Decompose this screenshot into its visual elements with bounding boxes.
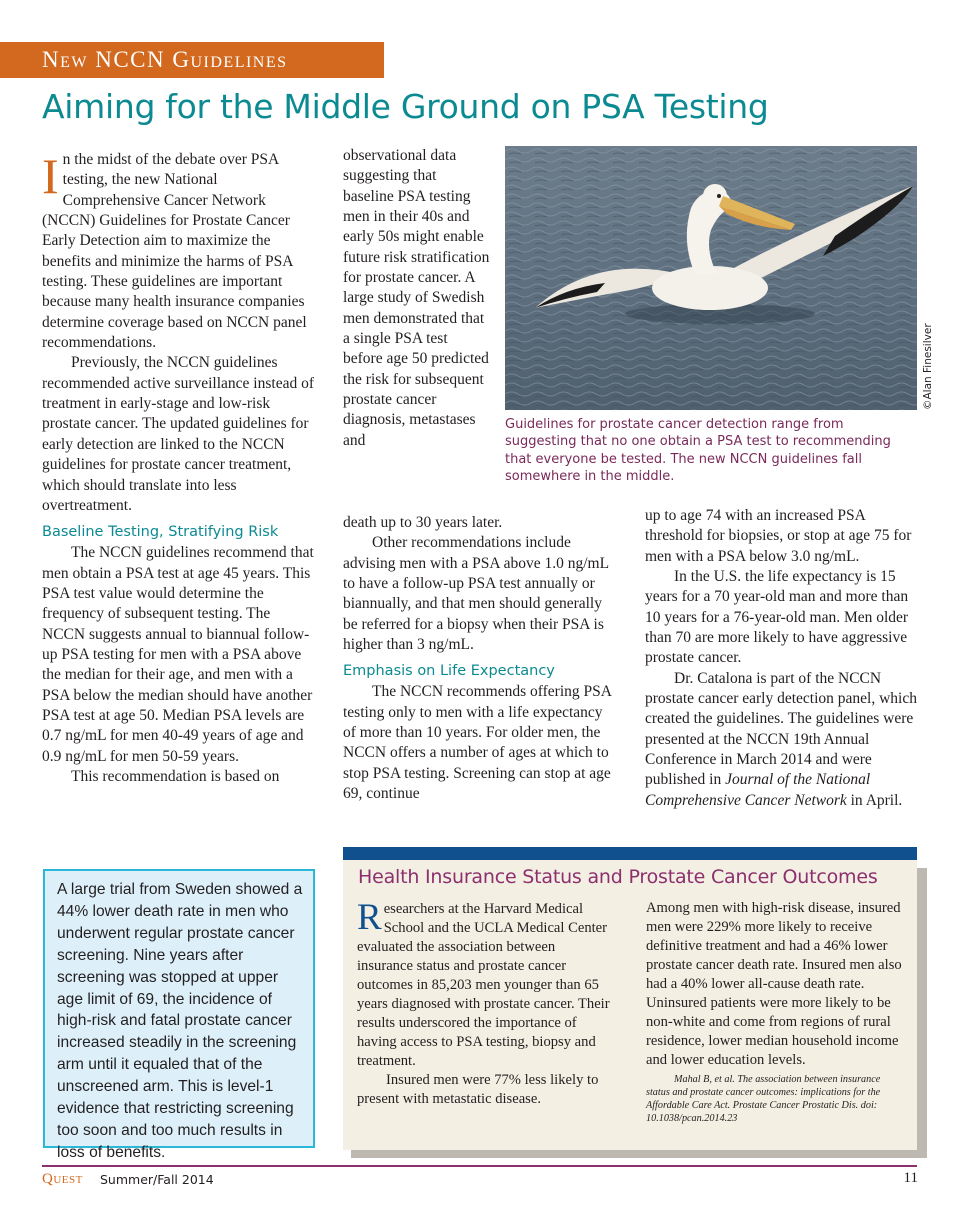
pelican-illustration — [505, 146, 917, 410]
drop-cap: I — [42, 148, 59, 204]
article-title: Aiming for the Middle Ground on PSA Testing — [42, 87, 769, 126]
paragraph: Previously, the NCCN guidelines recommended active surveillance instead of treatment in early-stage and low-risk prostate cancer. The updated guidelines for early detection are linked to the NCCN guidelines for prostate cancer treatment, which should translate into less overtreatment. — [42, 354, 314, 514]
sidebar-title: Health Insurance Status and Prostate Cancer Outcomes — [358, 866, 878, 888]
pull-box — [43, 869, 315, 1161]
journal-name: Journal of the National Comprehensive Cancer Network — [645, 771, 871, 809]
paragraph: observational data suggesting that baseline PSA testing men in their 40s and early 50s might enable future risk stratification for prostate cancer. A large study of Swedish men demonstrated that a single PSA test before age 50 predicted the risk for subsequent prostate cancer diagnosis, metastases and — [343, 147, 490, 449]
paragraph-intro — [42, 150, 314, 353]
paragraph: up to age 74 with an increased PSA threshold for biopsies, or stop at age 75 for men with a PSA below 3.0 ng/mL. — [645, 507, 912, 565]
sidebar-paragraph-text: esearchers at the Harvard Medical School and the UCLA Medical Center evaluated the association between insurance status and prostate cancer outcomes in 85,203 men younger than 65 years diagnosed with prostate cancer. Their results underscored the importance of having access to PSA testing, biopsy and treatment. — [357, 901, 610, 1069]
paragraph-text: Dr. Catalona is part of the NCCN prostate cancer early detection panel, which created the guidelines. The guidelines were presented at the NCCN 19th Annual Conference in March 2014 and were published in — [645, 669, 917, 789]
footer-rule — [42, 1165, 917, 1167]
page-number: 11 — [903, 1170, 918, 1186]
sidebar-top-bar — [343, 847, 917, 860]
sidebar-column-2 — [646, 899, 904, 1125]
article-column-3 — [645, 506, 923, 811]
paragraph-text: in April. — [846, 791, 903, 809]
citation: Mahal B, et al. The association between insurance status and prostate cancer outcomes: implications for the Affordable Care Act. Prostate Cancer Prostatic Dis. doi: 10.1038/pcan.2014.23 — [646, 1074, 881, 1124]
footer-brand: Quest — [42, 1171, 83, 1187]
paragraph: This recommendation is based on — [71, 767, 280, 785]
paragraph — [645, 669, 923, 811]
paragraph: In the U.S. the life expectancy is 15 years for a 70 year-old man and more than 10 years for a 76-year-old man. Men older than 70 are more likely to have aggressive prostate cancer. — [645, 568, 909, 667]
sidebar-paragraph — [357, 897, 612, 1071]
paragraph: death up to 30 years later. — [343, 514, 503, 531]
paragraph: The NCCN recommends offering PSA testing only to men with a life expectancy of more than 10 years. For older men, the NCCN offers a number of ages at which to stop PSA testing. Screening can stop at age 69, continue — [343, 683, 612, 803]
footer-issue: Summer/Fall 2014 — [100, 1172, 214, 1187]
subhead-life-expectancy: Emphasis on Life Expectancy — [343, 663, 555, 680]
paragraph-intro-text: n the midst of the debate over PSA testing, the new National Comprehensive Cancer Network (NCCN) Guidelines for Prostate Cancer Early Detection aim to maximize the benefits and minimize the harms of PSA testing. These guidelines are important because many health insurance companies determine coverage based on NCCN panel recommendations. — [42, 151, 307, 352]
sidebar-drop-cap: R — [357, 897, 382, 938]
paragraph: Other recommendations include advising men with a PSA above 1.0 ng/mL to have a follow-up PSA test annually or biannually, and that men should generally be referred for a biopsy when their PSA is higher than 3 ng/mL. — [343, 534, 609, 654]
article-column-2 — [343, 513, 619, 804]
photo-caption: Guidelines for prostate cancer detection range from suggesting that no one obtain a PSA test to recommending that everyone be tested. The new NCCN guidelines fall somewhere in the middle. — [505, 417, 891, 485]
sidebar-column-1 — [357, 897, 612, 1109]
subhead-baseline-testing: Baseline Testing, Stratifying Risk — [42, 524, 279, 541]
paragraph: The NCCN guidelines recommend that men obtain a PSA test at age 45 years. This PSA test value would determine the frequency of subsequent testing. The NCCN suggests annual to biannual follow-up PSA testing for men with a PSA above the median for their age, and men with a PSA below the median should have another PSA test at age 50. Median PSA levels are 0.7 ng/mL for men 40-49 years of age and 0.9 ng/mL for men 50-59 years. — [42, 544, 314, 765]
pull-box-text: A large trial from Sweden showed a 44% lower death rate in men who underwent regular prostate cancer screening. Nine years after screening was stopped at upper age limit of 69, the incidence of high-risk and fatal prostate cancer increased steadily in the screening arm until it equaled that of the unscreened arm. This is level-1 evidence that restricting screening too soon and too much results in loss of benefits. — [57, 881, 303, 1161]
article-column-1 — [42, 150, 314, 787]
article-column-2-narrow — [343, 146, 491, 451]
pelican-photo — [505, 146, 917, 410]
photo-credit: ©Alan Finesilver — [922, 323, 934, 410]
section-label: New NCCN Guidelines — [42, 47, 288, 72]
sidebar-paragraph: Insured men were 77% less likely to present with metastatic disease. — [357, 1072, 599, 1107]
sidebar-paragraph: Among men with high-risk disease, insured men were 229% more likely to receive definitive treatment and had a 46% lower prostate cancer death rate. Insured men also had a 40% lower all-cause death rate. Uninsured patients were more likely to be non-white and come from regions of rural residence, lower median household income and lower education levels. — [646, 900, 902, 1068]
